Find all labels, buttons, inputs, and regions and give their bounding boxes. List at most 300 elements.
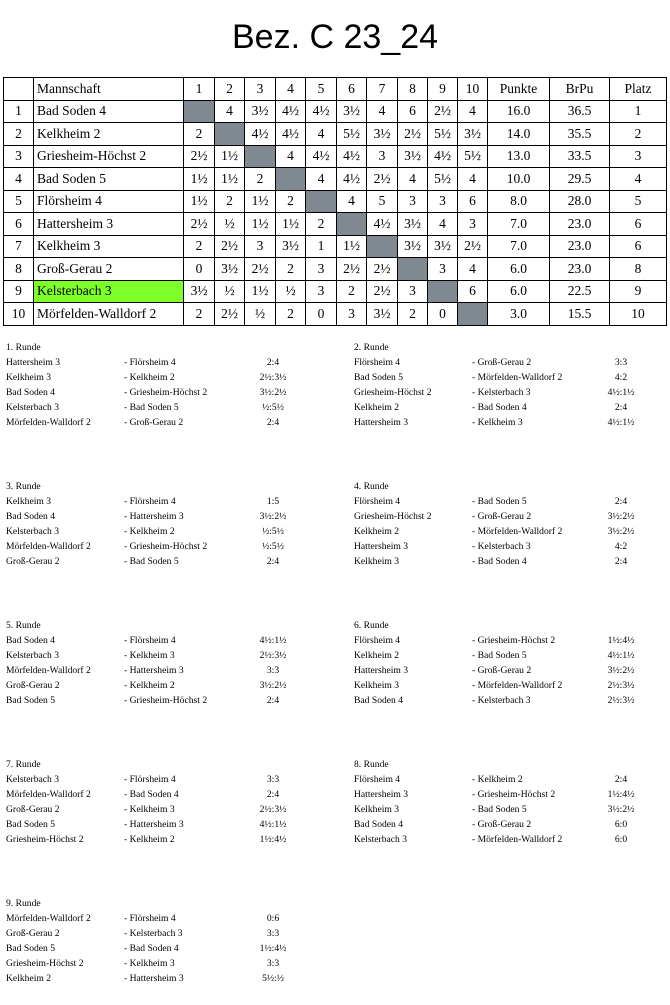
pairing-row — [6, 415, 280, 430]
away-team: - Bad Soden 4 — [124, 789, 179, 800]
header-cell: 10 — [458, 78, 488, 101]
away-team: - Flörsheim 4 — [124, 635, 176, 646]
points-cell: 3.0 — [488, 303, 550, 326]
result-cell: 2½ — [184, 213, 215, 236]
board-points-cell: 29.5 — [550, 168, 610, 191]
result-cell: 5½ — [428, 123, 458, 146]
rank-cell: 7 — [4, 235, 34, 258]
match-score: 2½:3½ — [607, 680, 635, 691]
result-cell: 4½ — [367, 213, 398, 236]
match-score: 2:4 — [266, 695, 280, 706]
pairing-row — [6, 693, 280, 708]
match-score: 1½:4½ — [259, 834, 287, 845]
page-title: Bez. C 23_24 — [231, 18, 439, 56]
header-cell: BrPu — [550, 78, 610, 101]
home-team: Hattersheim 3 — [354, 417, 409, 428]
pairing-row — [354, 693, 635, 708]
result-cell: 2 — [276, 258, 306, 281]
rank-cell: 2 — [4, 123, 34, 146]
rank-cell: 4 — [4, 168, 34, 191]
crosstable — [3, 77, 667, 326]
result-cell: 3 — [367, 145, 398, 168]
match-score: ½:5½ — [262, 526, 284, 537]
round-block — [354, 757, 635, 847]
home-team: Bad Soden 4 — [6, 511, 56, 522]
result-cell: 4½ — [337, 168, 367, 191]
round-block — [354, 479, 635, 569]
result-cell: ½ — [245, 303, 276, 326]
header-team-cell: Mannschaft — [34, 78, 184, 101]
points-cell: 13.0 — [488, 145, 550, 168]
board-points-cell: 36.5 — [550, 100, 610, 123]
away-team: - Bad Soden 4 — [472, 402, 527, 413]
result-cell: 3 — [428, 258, 458, 281]
diagonal-cell — [367, 235, 398, 258]
table-row — [4, 168, 667, 191]
pairing-row — [6, 370, 287, 385]
home-team: Kelkheim 3 — [354, 804, 400, 815]
away-team: - Griesheim-Höchst 2 — [124, 695, 208, 706]
home-team: Kelkheim 3 — [6, 372, 52, 383]
home-team: Kelsterbach 3 — [354, 834, 408, 845]
match-score: 0:6 — [266, 913, 280, 924]
header-cell: Platz — [610, 78, 667, 101]
away-team: - Flörsheim 4 — [124, 357, 176, 368]
away-team: - Mörfelden-Walldorf 2 — [472, 372, 563, 383]
board-points-cell: 23.0 — [550, 235, 610, 258]
home-team: Flörsheim 4 — [354, 635, 401, 646]
result-cell: 2 — [276, 303, 306, 326]
result-cell: 4½ — [306, 100, 337, 123]
match-score: 4:2 — [614, 541, 628, 552]
home-team: Bad Soden 5 — [6, 695, 56, 706]
team-cell: Kelkheim 2 — [34, 123, 184, 146]
away-team: - Kelkheim 3 — [124, 958, 175, 969]
place-cell: 10 — [610, 303, 667, 326]
match-score: 4½:1½ — [607, 417, 635, 428]
away-team: - Hattersheim 3 — [124, 973, 184, 984]
match-score: 3:3 — [266, 958, 280, 969]
pairing-row — [6, 678, 287, 693]
header-rank-cell — [4, 78, 34, 101]
away-team: - Groß-Gerau 2 — [472, 357, 532, 368]
match-score: 2:4 — [266, 789, 280, 800]
match-score: 4½:1½ — [259, 819, 287, 830]
place-cell: 4 — [610, 168, 667, 191]
match-score: 4½:1½ — [607, 387, 635, 398]
result-cell: 5½ — [428, 168, 458, 191]
home-team: Hattersheim 3 — [354, 789, 409, 800]
match-score: 1½:4½ — [607, 635, 635, 646]
result-cell: 3 — [428, 190, 458, 213]
round-title: 8. Runde — [354, 759, 389, 770]
pairing-row — [354, 355, 628, 370]
home-team: Bad Soden 4 — [6, 635, 56, 646]
result-cell: 2 — [184, 303, 215, 326]
team-cell: Griesheim-Höchst 2 — [34, 145, 184, 168]
pairing-row — [6, 817, 287, 832]
away-team: - Kelsterbach 3 — [472, 695, 531, 706]
round-block — [6, 757, 287, 847]
round-block — [354, 340, 635, 430]
result-cell: 4½ — [276, 100, 306, 123]
team-cell: Kelkheim 3 — [34, 235, 184, 258]
board-points-cell: 23.0 — [550, 258, 610, 281]
result-cell: 3 — [245, 235, 276, 258]
result-cell: 1½ — [215, 145, 245, 168]
away-team: - Kelkheim 2 — [124, 372, 175, 383]
home-team: Kelkheim 3 — [6, 496, 52, 507]
round-block — [6, 340, 287, 430]
home-team: Mörfelden-Walldorf 2 — [6, 913, 91, 924]
match-score: 2½:3½ — [259, 804, 287, 815]
away-team: - Kelsterbach 3 — [124, 928, 183, 939]
match-score: 3:3 — [614, 357, 628, 368]
header-cell: 1 — [184, 78, 215, 101]
match-score: 5½:½ — [262, 973, 284, 984]
result-cell: 1½ — [245, 190, 276, 213]
home-team: Mörfelden-Walldorf 2 — [6, 665, 91, 676]
home-team: Bad Soden 4 — [354, 819, 404, 830]
result-cell: 4 — [428, 213, 458, 236]
points-cell: 7.0 — [488, 235, 550, 258]
pairing-row — [354, 494, 628, 509]
table-row — [4, 123, 667, 146]
place-cell: 6 — [610, 235, 667, 258]
match-score: 3:3 — [266, 665, 280, 676]
away-team: - Griesheim-Höchst 2 — [124, 387, 208, 398]
result-cell: 3 — [398, 280, 428, 303]
rank-cell: 10 — [4, 303, 34, 326]
match-score: 2:4 — [614, 774, 628, 785]
result-cell: 3½ — [398, 235, 428, 258]
result-cell: 3 — [398, 190, 428, 213]
match-score: 3½:2½ — [259, 680, 287, 691]
result-cell: 1½ — [276, 213, 306, 236]
away-team: - Hattersheim 3 — [124, 819, 184, 830]
diagonal-cell — [276, 168, 306, 191]
pairing-row — [354, 524, 635, 539]
result-cell: 3½ — [184, 280, 215, 303]
home-team: Flörsheim 4 — [354, 496, 401, 507]
result-cell: ½ — [215, 213, 245, 236]
result-cell: 2 — [184, 235, 215, 258]
match-score: 1:5 — [266, 496, 280, 507]
home-team: Kelkheim 2 — [6, 973, 52, 984]
home-team: Bad Soden 5 — [6, 943, 56, 954]
result-cell: 4½ — [245, 123, 276, 146]
away-team: - Bad Soden 4 — [124, 943, 179, 954]
team-cell: Mörfelden-Walldorf 2 — [34, 303, 184, 326]
pairing-row — [6, 956, 280, 971]
result-cell: 2½ — [215, 235, 245, 258]
result-cell: 3½ — [458, 123, 488, 146]
match-score: 2:4 — [266, 556, 280, 567]
home-team: Griesheim-Höchst 2 — [6, 834, 84, 845]
result-cell: 3½ — [337, 100, 367, 123]
result-cell: 5½ — [458, 145, 488, 168]
away-team: - Groß-Gerau 2 — [472, 665, 532, 676]
round-title: 2. Runde — [354, 342, 389, 353]
points-cell: 10.0 — [488, 168, 550, 191]
home-team: Bad Soden 5 — [354, 372, 404, 383]
result-cell: 2 — [306, 213, 337, 236]
away-team: - Griesheim-Höchst 2 — [472, 789, 556, 800]
place-cell: 2 — [610, 123, 667, 146]
result-cell: 4 — [215, 100, 245, 123]
away-team: - Flörsheim 4 — [124, 774, 176, 785]
round-title: 7. Runde — [6, 759, 41, 770]
result-cell: 2 — [337, 280, 367, 303]
result-cell: 4½ — [337, 145, 367, 168]
round-title: 4. Runde — [354, 481, 389, 492]
home-team: Mörfelden-Walldorf 2 — [6, 417, 91, 428]
home-team: Kelsterbach 3 — [6, 774, 60, 785]
away-team: - Bad Soden 5 — [124, 402, 179, 413]
table-row — [4, 213, 667, 236]
match-score: 3½:2½ — [607, 526, 635, 537]
result-cell: 6 — [458, 190, 488, 213]
points-cell: 14.0 — [488, 123, 550, 146]
home-team: Kelsterbach 3 — [6, 650, 60, 661]
result-cell: 4 — [458, 168, 488, 191]
round-title: 5. Runde — [6, 620, 41, 631]
result-cell: 4 — [458, 100, 488, 123]
team-cell: Bad Soden 5 — [34, 168, 184, 191]
result-cell: 5½ — [337, 123, 367, 146]
result-cell: 2½ — [367, 168, 398, 191]
home-team: Griesheim-Höchst 2 — [6, 958, 84, 969]
result-cell: 3½ — [398, 213, 428, 236]
match-score: 2:4 — [266, 357, 280, 368]
pairing-row — [6, 633, 287, 648]
team-cell: Hattersheim 3 — [34, 213, 184, 236]
away-team: - Griesheim-Höchst 2 — [124, 541, 208, 552]
result-cell: 0 — [184, 258, 215, 281]
home-team: Kelkheim 2 — [354, 402, 400, 413]
header-cell: 2 — [215, 78, 245, 101]
crosstable-header-row — [4, 78, 667, 101]
board-points-cell: 33.5 — [550, 145, 610, 168]
result-cell: ½ — [276, 280, 306, 303]
match-score: 3:3 — [266, 774, 280, 785]
result-cell: 3 — [306, 280, 337, 303]
pairing-row — [6, 941, 287, 956]
rank-cell: 3 — [4, 145, 34, 168]
result-cell: 2½ — [245, 258, 276, 281]
points-cell: 6.0 — [488, 280, 550, 303]
home-team: Mörfelden-Walldorf 2 — [6, 789, 91, 800]
home-team: Bad Soden 4 — [354, 695, 404, 706]
pairing-row — [354, 817, 628, 832]
pairing-row — [354, 385, 635, 400]
diagonal-cell — [245, 145, 276, 168]
result-cell: 3 — [458, 213, 488, 236]
pairing-row — [6, 802, 287, 817]
rank-cell: 6 — [4, 213, 34, 236]
result-cell: 3½ — [428, 235, 458, 258]
header-cell: 8 — [398, 78, 428, 101]
pairing-row — [354, 832, 628, 847]
match-score: 6:0 — [614, 819, 628, 830]
away-team: - Kelkheim 3 — [124, 804, 175, 815]
round-title: 9. Runde — [6, 898, 41, 909]
team-cell: Groß-Gerau 2 — [34, 258, 184, 281]
match-score: 3½:2½ — [259, 387, 287, 398]
place-cell: 8 — [610, 258, 667, 281]
board-points-cell: 22.5 — [550, 280, 610, 303]
place-cell: 6 — [610, 213, 667, 236]
result-cell: 3½ — [276, 235, 306, 258]
home-team: Groß-Gerau 2 — [6, 804, 60, 815]
match-score: 3½:2½ — [259, 511, 287, 522]
result-cell: 2½ — [215, 303, 245, 326]
result-cell: 4 — [398, 168, 428, 191]
result-cell: 2½ — [337, 258, 367, 281]
match-score: 3:3 — [266, 928, 280, 939]
home-team: Kelkheim 2 — [354, 650, 400, 661]
result-cell: 3½ — [398, 145, 428, 168]
result-cell: 1½ — [245, 280, 276, 303]
board-points-cell: 15.5 — [550, 303, 610, 326]
pairing-row — [354, 370, 628, 385]
away-team: - Kelkheim 2 — [124, 834, 175, 845]
home-team: Groß-Gerau 2 — [6, 928, 60, 939]
place-cell: 3 — [610, 145, 667, 168]
away-team: - Hattersheim 3 — [124, 665, 184, 676]
pairing-row — [6, 494, 280, 509]
match-score: 2:4 — [266, 417, 280, 428]
away-team: - Kelkheim 3 — [124, 650, 175, 661]
result-cell: 4½ — [306, 145, 337, 168]
pairing-row — [6, 554, 280, 569]
pairing-row — [354, 802, 635, 817]
result-cell: 3 — [306, 258, 337, 281]
pairing-row — [6, 524, 284, 539]
home-team: Hattersheim 3 — [6, 357, 61, 368]
diagonal-cell — [428, 280, 458, 303]
match-score: ½:5½ — [262, 402, 284, 413]
away-team: - Groß-Gerau 2 — [472, 511, 532, 522]
result-cell: 2 — [245, 168, 276, 191]
pairing-row — [6, 911, 280, 926]
points-cell: 7.0 — [488, 213, 550, 236]
result-cell: 2 — [398, 303, 428, 326]
result-cell: 2 — [184, 123, 215, 146]
result-cell: 3½ — [367, 123, 398, 146]
home-team: Mörfelden-Walldorf 2 — [6, 541, 91, 552]
result-cell: 2½ — [428, 100, 458, 123]
pairing-row — [6, 971, 284, 986]
rank-cell: 8 — [4, 258, 34, 281]
result-cell: 1 — [306, 235, 337, 258]
away-team: - Kelkheim 3 — [472, 417, 523, 428]
result-cell: 2 — [276, 190, 306, 213]
pairing-row — [354, 663, 635, 678]
match-score: 1½:4½ — [259, 943, 287, 954]
away-team: - Kelkheim 2 — [472, 774, 523, 785]
board-points-cell: 28.0 — [550, 190, 610, 213]
result-cell: 3½ — [245, 100, 276, 123]
pairing-row — [354, 633, 635, 648]
away-team: - Bad Soden 4 — [472, 556, 527, 567]
match-score: 3½:2½ — [607, 665, 635, 676]
diagonal-cell — [337, 213, 367, 236]
away-team: - Bad Soden 5 — [472, 496, 527, 507]
diagonal-cell — [458, 303, 488, 326]
result-cell: 6 — [458, 280, 488, 303]
match-score: 2:4 — [614, 556, 628, 567]
match-score: 2:4 — [614, 496, 628, 507]
result-cell: 4 — [367, 100, 398, 123]
points-cell: 8.0 — [488, 190, 550, 213]
rank-cell: 9 — [4, 280, 34, 303]
match-score: 3½:2½ — [607, 511, 635, 522]
away-team: - Kelkheim 2 — [124, 680, 175, 691]
board-points-cell: 23.0 — [550, 213, 610, 236]
match-score: 4:2 — [614, 372, 628, 383]
pairing-row — [354, 554, 628, 569]
pairing-row — [6, 832, 287, 847]
rank-cell: 5 — [4, 190, 34, 213]
round-title: 1. Runde — [6, 342, 41, 353]
result-cell: 6 — [398, 100, 428, 123]
result-cell: 4 — [458, 258, 488, 281]
round-block — [354, 618, 635, 708]
pairing-row — [354, 539, 628, 554]
pairing-row — [6, 787, 280, 802]
place-cell: 9 — [610, 280, 667, 303]
result-cell: 3½ — [367, 303, 398, 326]
pairing-row — [354, 648, 635, 663]
pairing-row — [354, 678, 635, 693]
away-team: - Groß-Gerau 2 — [124, 417, 184, 428]
result-cell: 1½ — [245, 213, 276, 236]
result-cell: 2½ — [458, 235, 488, 258]
round-block — [6, 618, 287, 708]
home-team: Kelsterbach 3 — [6, 526, 60, 537]
place-cell: 1 — [610, 100, 667, 123]
match-score: 2½:3½ — [259, 650, 287, 661]
match-score: 2½:3½ — [607, 695, 635, 706]
result-cell: 1½ — [184, 190, 215, 213]
result-cell: 2½ — [367, 258, 398, 281]
away-team: - Groß-Gerau 2 — [472, 819, 532, 830]
match-score: 1½:4½ — [607, 789, 635, 800]
result-cell: 4½ — [428, 145, 458, 168]
table-row — [4, 303, 667, 326]
table-row — [4, 235, 667, 258]
table-row — [4, 280, 667, 303]
home-team: Kelkheim 2 — [354, 526, 400, 537]
header-cell: 7 — [367, 78, 398, 101]
home-team: Flörsheim 4 — [354, 357, 401, 368]
home-team: Hattersheim 3 — [354, 541, 409, 552]
away-team: - Hattersheim 3 — [124, 511, 184, 522]
match-score: 6:0 — [614, 834, 628, 845]
away-team: - Flörsheim 4 — [124, 913, 176, 924]
rank-cell: 1 — [4, 100, 34, 123]
result-cell: 0 — [428, 303, 458, 326]
pairing-row — [6, 539, 284, 554]
pairing-row — [354, 509, 635, 524]
pairing-row — [6, 385, 287, 400]
match-score: 3½:2½ — [607, 804, 635, 815]
diagonal-cell — [398, 258, 428, 281]
away-team: - Kelsterbach 3 — [472, 387, 531, 398]
pairing-row — [354, 400, 628, 415]
home-team: Groß-Gerau 2 — [6, 680, 60, 691]
